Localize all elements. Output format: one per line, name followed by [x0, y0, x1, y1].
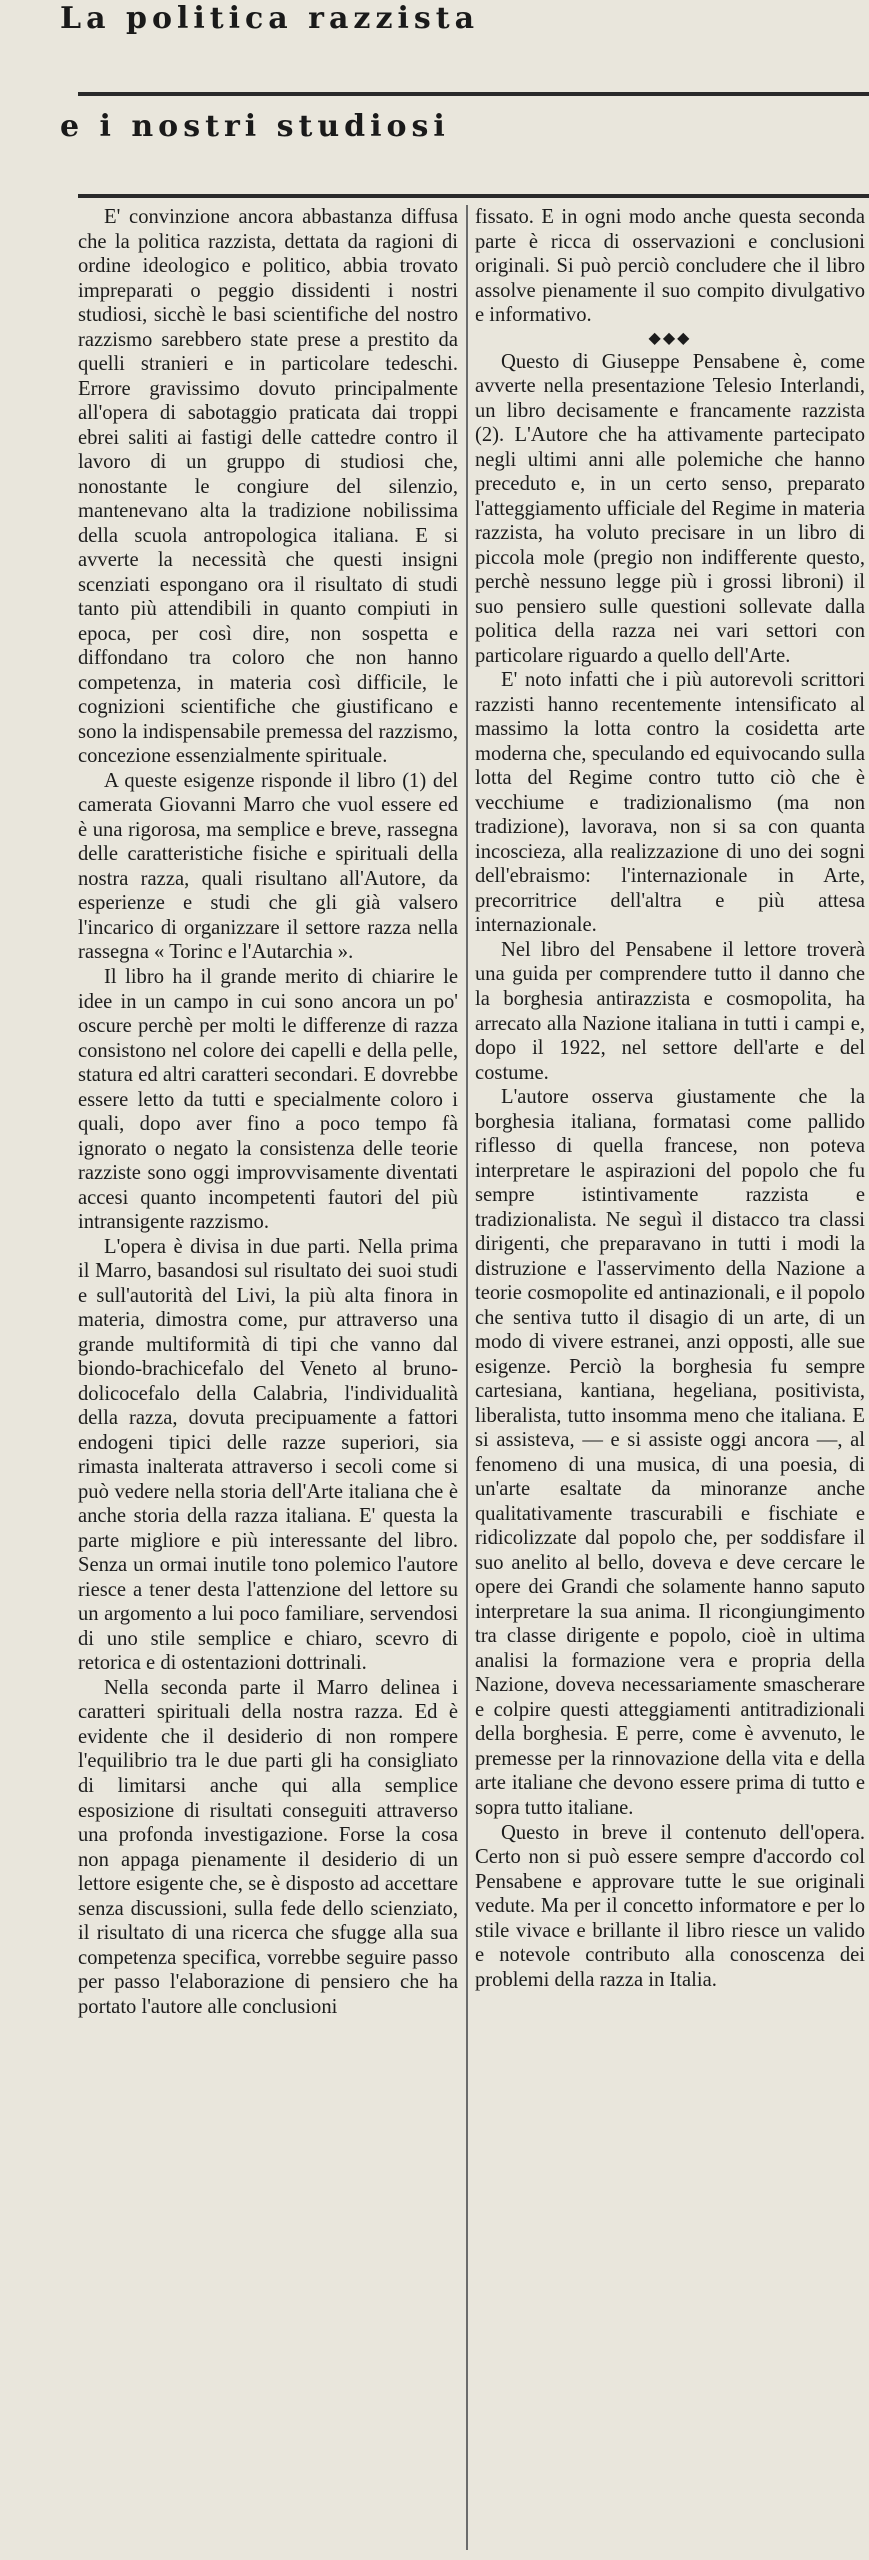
paragraph: Nel libro del Pensabene il lettore troverà una guida per comprendere tutto il danno che la borghesia antirazzista e cosmopolita, ha arrecato alla Nazione italiana in tutti i campi e, dopo il 1922, nel settore dell'arte e del costume.: [475, 938, 865, 1084]
paragraph: Questo in breve il contenuto dell'opera. Certo non si può essere sempre d'accordo col Pensabene e approvare tutte le sue originali vedute. Ma per il concetto informatore e per lo stile vivace e brillante il libro riesce un valido e notevole contributo alla conoscenza dei problemi della razza in Italia.: [475, 1821, 865, 1991]
paragraph: E' convinzione ancora abbastanza diffusa che la politica razzista, dettata da ragioni di ordine ideologico e politico, abbia trovato impreparati o peggio dissidenti i nostri studiosi, sicchè le basi scientifiche del nostro razzismo sarebbero state prese a prestito da quelli stranieri e in particolare tedeschi. Errore gravissimo dovuto principalmente all'opera di sabotaggio praticata dai troppi ebrei saliti ai fastigi delle cattedre contro il lavoro di un gruppo di studiosi che, nonostante le congiure del silenzio, mantenevano alta la tradizione nobilissima della scuola antropologica italiana. E si avverte la necessità che questi insigni scenziati espongano ora il risultato di studi tanto più attendibili in quanto compiuti in epoca, per così dire, non sospetta e diffondano tra coloro che non hanno competenza, in materia così difficile, le cognizioni scientifiche che giustificano e sono la indispensabile premessa del razzismo, concezione essenzialmente spirituale.: [78, 206, 458, 768]
paragraph: Questo di Giuseppe Pensabene è, come avverte nella presentazione Telesio Interlandi, un libro decisamente e francamente razzista (2). L'Autore che ha attivamente partecipato negli ultimi anni alle polemiche che hanno preceduto e, in un certo senso, preparato l'atteggiamento ufficiale del Regime in materia razzista, ha voluto precisare in un libro di piccola mole (pregio non indifferente questo, perchè nessuno legge più i grossi libroni) il suo pensiero sulle questioni sollevate dalla politica della razza nei vari settori con particolare riguardo a quello dell'Arte.: [475, 350, 865, 667]
headline-rule-top: [78, 92, 869, 96]
paragraph: Nella seconda parte il Marro delinea i caratteri spirituali della nostra razza. Ed è evidente che il desiderio di non rompere l'equilibrio tra le due parti gli ha consigliato di limitarsi anche qui alla semplice esposizione di risultati conseguiti attraverso una profonda investigazione. Forse la cosa non appaga pienamente il desiderio di un lettore esigente che, se è disposto ad accettare senza discussioni, sulla fede dello scienziato, il risultato di una ricerca che sfugge alla sua competenza specifica, vorrebbe seguire passo per passo l'elaborazione di pensiero che ha portato l'autore alle conclusioni: [78, 1676, 458, 2018]
paragraph: L'opera è divisa in due parti. Nella prima il Marro, basandosi sul risultato dei suoi studi e sull'autorità del Livi, la più alta finora in materia, dimostra come, pur attraverso una grande multiformità di tipi che vanno dal biondo-brachicefalo del Veneto al bruno-dolicocefalo della Calabria, l'individualità della razza, dovuta precipuamente a fattori endogeni tipici delle razze superiori, sia rimasta inalterata attraverso i secoli come si può vedere nella storia dell'Arte italiana che è anche storia della razza italiana. E' questa la parte migliore e più interessante del libro. Senza un ormai inutile tono polemico l'autore riesce a tener desta l'attenzione del lettore su un argomento a lui poco familiare, servendosi di uno stile semplice e chiaro, scevro di retorica e di ostentazioni dottrinali.: [78, 1235, 458, 1675]
column-divider: [466, 205, 468, 2550]
headline-line-2: e i nostri studiosi: [60, 109, 450, 144]
paragraph: E' noto infatti che i più autorevoli scrittori razzisti hanno recentemente intensificato al massimo la lotta contro la cosidetta arte moderna che, speculando ed equivocando sulla lotta del Regime contro tutto ciò che è vecchiume e tradizionalismo (ma non tradizione), lavorava, non si sa con quanta incoscieza, alla realizzazione di uno dei sogni dell'ebraismo: l'internazionale in Arte, precorritrice dell'altra e più attesa internazionale.: [475, 669, 865, 937]
headline-line-1: La politica razzista: [60, 1, 480, 36]
paragraph: Il libro ha il grande merito di chiarire le idee in un campo in cui sono ancora un po' oscure perchè per molti le differenze di razza consistono nel colore dei capelli e della pelle, statura ed altri caratteri secondari. E dovrebbe essere letto da tutti e specialmente coloro i quali, dopo aver fino a poco tempo fà ignorato o negato la consistenza delle teorie razziste sono oggi improvvisamente diventati accesi quanto incompetenti fautori del più intransigente razzismo.: [78, 965, 458, 1234]
paragraph: A queste esigenze risponde il libro (1) del camerata Giovanni Marro che vuol essere ed è una rigorosa, ma semplice e breve, rassegna delle caratteristiche fisiche e spirituali della nostra razza, quali risultano all'Autore, da esperienze e studi che gli già valsero l'incarico di organizzare il settore razza nella rassegna « Torinc e l'Autarchia ».: [78, 769, 458, 964]
headline-rule-bottom: [78, 194, 869, 198]
article-column-left: [78, 205, 458, 2550]
paragraph-continuation: fissato. E in ogni modo anche questa seconda parte è ricca di osservazioni e conclusioni originali. Si può perciò concludere che il libro assolve pienamente il suo compito divulgativo e informativo.: [475, 206, 865, 327]
paragraph: L'autore osserva giustamente che la borghesia italiana, formatasi come pallido riflesso di quella francese, non poteva interpretare le aspirazioni del popolo che fu sempre istintivamente razzista e tradizionalista. Ne seguì il distacco tra classi dirigenti, che preparavano in tutti i modi la distruzione e l'asservimento della Nazione a teorie cosmopolite ed antinazionali, e il popolo che sentiva tutto il disagio di un arte, di un modo di vivere estranei, anzi opposti, alle sue esigenze. Perciò la borghesia fu sempre cartesiana, kantiana, hegeliana, positivista, liberalista, tutto insomma meno che italiana. E si assisteva, — e si assiste oggi ancora —, al fenomeno di una musica, di una poesia, di un'arte esaltate da minoranze anche qualitativamente trascurabili e fischiate e ridicolizzate dal popolo che, per soddisfare il suo anelito al bello, doveva e deve cercare le opere dei Grandi che solamente hanno saputo interpretare la sua anima. Il ricongiungimento tra classe dirigente e popolo, cioè in ultima analisi la formazione vera e propria della Nazione, doveva necessariamente smascherare e colpire questi atteggiamenti antitradizionali della borghesia. E perre, come è avvenuto, le premesse per la rinnovazione della vita e della arte italiane che devono essere prima di tutto e sopra tutto italiane.: [475, 1086, 865, 1819]
section-separator: ◆◆◆: [648, 329, 692, 347]
article-column-right: [475, 205, 865, 2550]
